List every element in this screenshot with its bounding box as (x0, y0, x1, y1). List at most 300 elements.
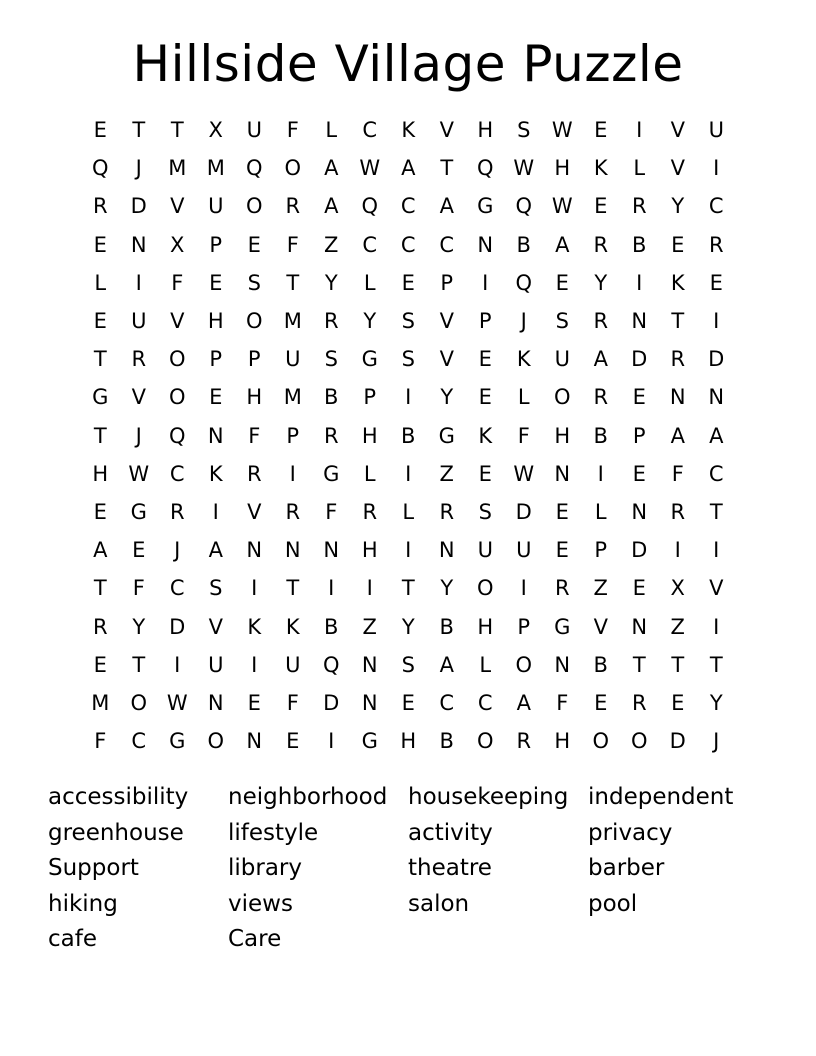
word-bank-item: Support (48, 855, 139, 881)
grid-letter: A (93, 538, 108, 563)
grid-letter: D (669, 729, 686, 754)
grid-letter: D (708, 347, 725, 372)
grid-letter: P (363, 385, 377, 410)
grid-letter: S (555, 309, 569, 334)
grid-letter: O (168, 347, 186, 372)
grid-letter: E (632, 461, 646, 486)
grid-letter: H (361, 538, 378, 563)
grid-letter: Z (439, 461, 454, 486)
grid-letter: E (632, 576, 646, 601)
grid-letter: P (209, 347, 223, 372)
grid-letter: N (708, 385, 725, 410)
grid-letter: O (630, 729, 648, 754)
grid-letter: P (286, 423, 300, 448)
grid-letter: N (284, 538, 301, 563)
grid-letter: N (631, 309, 648, 334)
grid-letter: M (168, 156, 187, 181)
grid-letter: O (130, 690, 148, 715)
grid-letter: G (438, 423, 455, 448)
grid-letter: O (245, 309, 263, 334)
grid-letter: Y (132, 614, 146, 639)
grid-letter: I (289, 461, 296, 486)
grid-row (81, 187, 736, 225)
grid-letter: C (439, 232, 455, 257)
grid-letter: F (325, 499, 338, 524)
grid-letter: W (128, 461, 150, 486)
grid-letter: T (401, 576, 415, 601)
grid-letter: U (554, 347, 570, 372)
letter-grid (81, 111, 736, 760)
grid-letter: U (516, 538, 532, 563)
grid-letter: V (593, 614, 608, 639)
grid-letter: Q (515, 194, 533, 219)
grid-letter: T (286, 576, 300, 601)
grid-letter: E (594, 118, 608, 143)
grid-letter: Y (440, 576, 454, 601)
grid-letter: H (554, 156, 571, 181)
grid-letter: R (554, 576, 570, 601)
grid-letter: F (517, 423, 530, 448)
grid-letter: U (477, 538, 493, 563)
grid-letter: T (93, 423, 107, 448)
grid-letter: X (670, 576, 685, 601)
grid-letter: Y (440, 385, 454, 410)
grid-letter: L (325, 118, 338, 143)
grid-letter: G (361, 347, 378, 372)
grid-letter: T (132, 652, 146, 677)
grid-letter: F (671, 461, 684, 486)
grid-letter: Z (362, 614, 377, 639)
word-bank-item: pool (588, 890, 638, 917)
grid-letter: I (135, 270, 142, 295)
grid-letter: W (166, 690, 188, 715)
grid-letter: J (135, 156, 142, 181)
grid-letter: N (361, 652, 378, 677)
grid-letter: C (169, 461, 185, 486)
grid-letter: I (405, 538, 412, 563)
grid-letter: A (593, 347, 608, 372)
grid-letter: L (94, 270, 107, 295)
grid-letter: I (251, 652, 258, 677)
word-bank-item: lifestyle (228, 819, 319, 846)
word-bank-item: privacy (588, 819, 673, 846)
grid-letter: Q (361, 194, 379, 219)
grid-letter: E (132, 538, 146, 563)
grid-letter: E (247, 232, 261, 257)
grid-letter: G (554, 614, 571, 639)
grid-letter: G (323, 461, 340, 486)
grid-row (81, 149, 736, 187)
grid-letter: V (247, 499, 262, 524)
word-bank-item: hiking (48, 890, 118, 917)
grid-letter: F (286, 118, 299, 143)
grid-letter: N (130, 232, 147, 257)
grid-letter: E (671, 690, 685, 715)
grid-row (81, 378, 736, 416)
word-bank-item: views (228, 890, 293, 917)
grid-letter: F (248, 423, 261, 448)
grid-letter: L (594, 499, 607, 524)
word-bank-item: barber (588, 855, 665, 881)
grid-letter: N (246, 729, 263, 754)
grid-letter: Q (515, 270, 533, 295)
page-title: Hillside Village Puzzle (132, 35, 684, 93)
grid-letter: F (286, 232, 299, 257)
grid-letter: P (632, 423, 646, 448)
grid-letter: V (439, 347, 454, 372)
grid-letter: C (362, 232, 378, 257)
grid-letter: R (362, 499, 378, 524)
grid-letter: I (366, 576, 373, 601)
grid-letter: U (208, 652, 224, 677)
grid-row (81, 646, 736, 684)
grid-letter: E (93, 232, 107, 257)
grid-letter: J (520, 309, 527, 334)
grid-row (81, 531, 736, 569)
grid-letter: D (631, 347, 648, 372)
grid-letter: B (593, 423, 608, 448)
grid-letter: U (285, 652, 301, 677)
grid-letter: L (479, 652, 492, 677)
grid-letter: G (130, 499, 147, 524)
grid-letter: I (713, 538, 720, 563)
grid-letter: V (439, 118, 454, 143)
grid-letter: O (553, 385, 571, 410)
grid-letter: U (131, 309, 147, 334)
grid-letter: O (476, 729, 494, 754)
grid-letter: N (323, 538, 340, 563)
grid-letter: F (132, 576, 145, 601)
grid-letter: V (170, 309, 185, 334)
grid-letter: I (713, 156, 720, 181)
grid-letter: J (713, 729, 720, 754)
grid-letter: K (516, 347, 531, 372)
grid-letter: V (709, 576, 724, 601)
grid-letter: G (361, 729, 378, 754)
grid-letter: E (555, 499, 569, 524)
grid-letter: L (633, 156, 646, 181)
grid-letter: E (671, 232, 685, 257)
grid-letter: R (92, 194, 108, 219)
grid-letter: L (363, 461, 376, 486)
grid-row (81, 264, 736, 302)
grid-letter: R (631, 690, 647, 715)
grid-letter: X (170, 232, 185, 257)
grid-letter: R (439, 499, 455, 524)
grid-letter: N (207, 423, 224, 448)
grid-row (81, 340, 736, 378)
grid-letter: H (207, 309, 224, 334)
grid-letter: A (516, 690, 531, 715)
grid-letter: I (713, 614, 720, 639)
grid-letter: N (361, 690, 378, 715)
grid-letter: E (632, 385, 646, 410)
grid-letter: I (174, 652, 181, 677)
grid-letter: T (93, 576, 107, 601)
grid-row (81, 111, 736, 149)
grid-letter: B (632, 232, 647, 257)
grid-letter: R (708, 232, 724, 257)
grid-letter: C (477, 690, 493, 715)
grid-letter: B (593, 652, 608, 677)
grid-letter: I (405, 385, 412, 410)
word-bank-item: independent (588, 784, 734, 810)
grid-letter: A (439, 194, 454, 219)
grid-letter: I (636, 270, 643, 295)
grid-letter: S (324, 347, 338, 372)
grid-letter: D (515, 499, 532, 524)
grid-letter: F (556, 690, 569, 715)
grid-letter: C (131, 729, 147, 754)
grid-letter: A (709, 423, 724, 448)
word-bank (48, 780, 788, 958)
grid-letter: B (324, 614, 339, 639)
grid-letter: A (208, 538, 223, 563)
grid-letter: W (551, 194, 573, 219)
grid-letter: W (551, 118, 573, 143)
grid-letter: A (324, 194, 339, 219)
grid-letter: Z (670, 614, 685, 639)
grid-letter: I (328, 576, 335, 601)
grid-letter: T (709, 652, 723, 677)
grid-letter: E (478, 461, 492, 486)
grid-letter: I (636, 118, 643, 143)
grid-letter: G (477, 194, 494, 219)
grid-letter: V (131, 385, 146, 410)
grid-row (81, 722, 736, 760)
grid-letter: Y (363, 309, 377, 334)
grid-letter: R (246, 461, 262, 486)
grid-letter: E (93, 309, 107, 334)
grid-letter: C (400, 232, 416, 257)
grid-letter: I (251, 576, 258, 601)
grid-letter: N (554, 652, 571, 677)
grid-letter: K (208, 461, 223, 486)
grid-letter: H (400, 729, 417, 754)
grid-letter: U (208, 194, 224, 219)
grid-letter: R (285, 499, 301, 524)
grid-letter: E (286, 729, 300, 754)
grid-letter: T (132, 118, 146, 143)
grid-letter: C (169, 576, 185, 601)
grid-row (81, 226, 736, 264)
grid-letter: L (363, 270, 376, 295)
grid-letter: C (439, 690, 455, 715)
grid-letter: O (168, 385, 186, 410)
grid-letter: K (593, 156, 608, 181)
word-bank-item: salon (408, 890, 470, 917)
grid-letter: S (401, 347, 415, 372)
grid-letter: W (513, 156, 535, 181)
grid-letter: R (670, 347, 686, 372)
grid-letter: U (708, 118, 724, 143)
grid-letter: D (169, 614, 186, 639)
grid-letter: M (91, 690, 110, 715)
grid-letter: E (555, 270, 569, 295)
grid-letter: T (93, 347, 107, 372)
grid-letter: Q (476, 156, 494, 181)
grid-letter: Q (91, 156, 109, 181)
grid-letter: X (208, 118, 223, 143)
grid-row (81, 455, 736, 493)
grid-letter: E (478, 347, 492, 372)
word-bank-item: theatre (408, 855, 492, 881)
grid-letter: C (362, 118, 378, 143)
grid-letter: E (247, 690, 261, 715)
grid-letter: N (477, 232, 494, 257)
grid-letter: D (130, 194, 147, 219)
grid-letter: P (440, 270, 454, 295)
grid-letter: Y (594, 270, 608, 295)
grid-letter: S (209, 576, 223, 601)
grid-letter: F (94, 729, 107, 754)
grid-letter: W (513, 461, 535, 486)
grid-letter: P (517, 614, 531, 639)
grid-letter: S (478, 499, 492, 524)
grid-letter: A (401, 156, 416, 181)
word-bank-item: housekeeping (408, 784, 569, 810)
grid-letter: H (246, 385, 263, 410)
grid-letter: A (555, 232, 570, 257)
grid-letter: S (401, 309, 415, 334)
grid-letter: I (482, 270, 489, 295)
grid-letter: I (597, 461, 604, 486)
grid-letter: V (670, 156, 685, 181)
grid-letter: R (516, 729, 532, 754)
grid-letter: O (207, 729, 225, 754)
grid-letter: M (283, 309, 302, 334)
grid-letter: S (401, 652, 415, 677)
grid-letter: S (247, 270, 261, 295)
word-bank-item: greenhouse (48, 819, 184, 846)
grid-letter: E (594, 194, 608, 219)
grid-letter: H (554, 423, 571, 448)
grid-letter: O (515, 652, 533, 677)
grid-letter: T (671, 309, 685, 334)
grid-letter: R (323, 423, 339, 448)
grid-letter: H (92, 461, 109, 486)
grid-letter: B (439, 614, 454, 639)
grid-letter: K (478, 423, 493, 448)
grid-letter: O (476, 576, 494, 601)
grid-letter: T (632, 652, 646, 677)
grid-letter: G (92, 385, 109, 410)
grid-letter: R (169, 499, 185, 524)
grid-letter: B (324, 385, 339, 410)
grid-letter: H (554, 729, 571, 754)
grid-letter: A (324, 156, 339, 181)
grid-letter: M (283, 385, 302, 410)
grid-row (81, 569, 736, 607)
grid-letter: E (555, 538, 569, 563)
word-bank-item: library (228, 855, 302, 881)
grid-letter: K (285, 614, 300, 639)
grid-letter: E (93, 499, 107, 524)
grid-letter: L (517, 385, 530, 410)
grid-letter: P (478, 309, 492, 334)
grid-letter: C (400, 194, 416, 219)
grid-letter: P (247, 347, 261, 372)
grid-letter: Y (401, 614, 415, 639)
grid-letter: T (286, 270, 300, 295)
grid-letter: H (477, 614, 494, 639)
word-bank-item: accessibility (48, 784, 189, 810)
grid-letter: P (209, 232, 223, 257)
grid-letter: D (323, 690, 340, 715)
grid-letter: E (93, 652, 107, 677)
grid-row (81, 607, 736, 645)
grid-letter: E (594, 690, 608, 715)
grid-letter: R (92, 614, 108, 639)
grid-letter: V (170, 194, 185, 219)
grid-letter: U (246, 118, 262, 143)
grid-letter: V (670, 118, 685, 143)
grid-row (81, 302, 736, 340)
grid-letter: O (284, 156, 302, 181)
grid-letter: E (709, 270, 723, 295)
grid-letter: N (246, 538, 263, 563)
word-bank-item: activity (408, 819, 493, 846)
grid-letter: J (174, 538, 181, 563)
grid-letter: K (670, 270, 685, 295)
grid-letter: F (171, 270, 184, 295)
grid-letter: M (206, 156, 225, 181)
grid-letter: Z (324, 232, 339, 257)
grid-letter: R (323, 309, 339, 334)
grid-letter: C (708, 461, 724, 486)
grid-letter: T (170, 118, 184, 143)
word-bank-item: Care (228, 926, 282, 952)
grid-letter: I (405, 461, 412, 486)
grid-letter: V (208, 614, 223, 639)
grid-row (81, 417, 736, 455)
grid-letter: N (669, 385, 686, 410)
grid-letter: P (594, 538, 608, 563)
grid-row (81, 684, 736, 722)
grid-letter: R (285, 194, 301, 219)
grid-letter: Q (245, 156, 263, 181)
grid-letter: I (520, 576, 527, 601)
grid-letter: A (439, 652, 454, 677)
grid-letter: N (207, 690, 224, 715)
grid-letter: T (440, 156, 454, 181)
grid-letter: E (478, 385, 492, 410)
grid-letter: A (670, 423, 685, 448)
grid-letter: N (631, 614, 648, 639)
grid-letter: F (286, 690, 299, 715)
grid-letter: E (401, 690, 415, 715)
grid-letter: O (592, 729, 610, 754)
grid-letter: E (401, 270, 415, 295)
grid-letter: Y (671, 194, 685, 219)
grid-letter: E (209, 385, 223, 410)
grid-letter: I (713, 309, 720, 334)
grid-letter: N (554, 461, 571, 486)
grid-letter: G (169, 729, 186, 754)
grid-letter: B (516, 232, 531, 257)
grid-letter: I (328, 729, 335, 754)
grid-letter: Y (324, 270, 338, 295)
grid-letter: H (477, 118, 494, 143)
grid-letter: R (670, 499, 686, 524)
grid-letter: B (401, 423, 416, 448)
word-bank-item: neighborhood (228, 784, 388, 810)
grid-letter: E (93, 118, 107, 143)
grid-letter: H (361, 423, 378, 448)
grid-letter: R (131, 347, 147, 372)
grid-letter: W (359, 156, 381, 181)
grid-letter: K (401, 118, 416, 143)
